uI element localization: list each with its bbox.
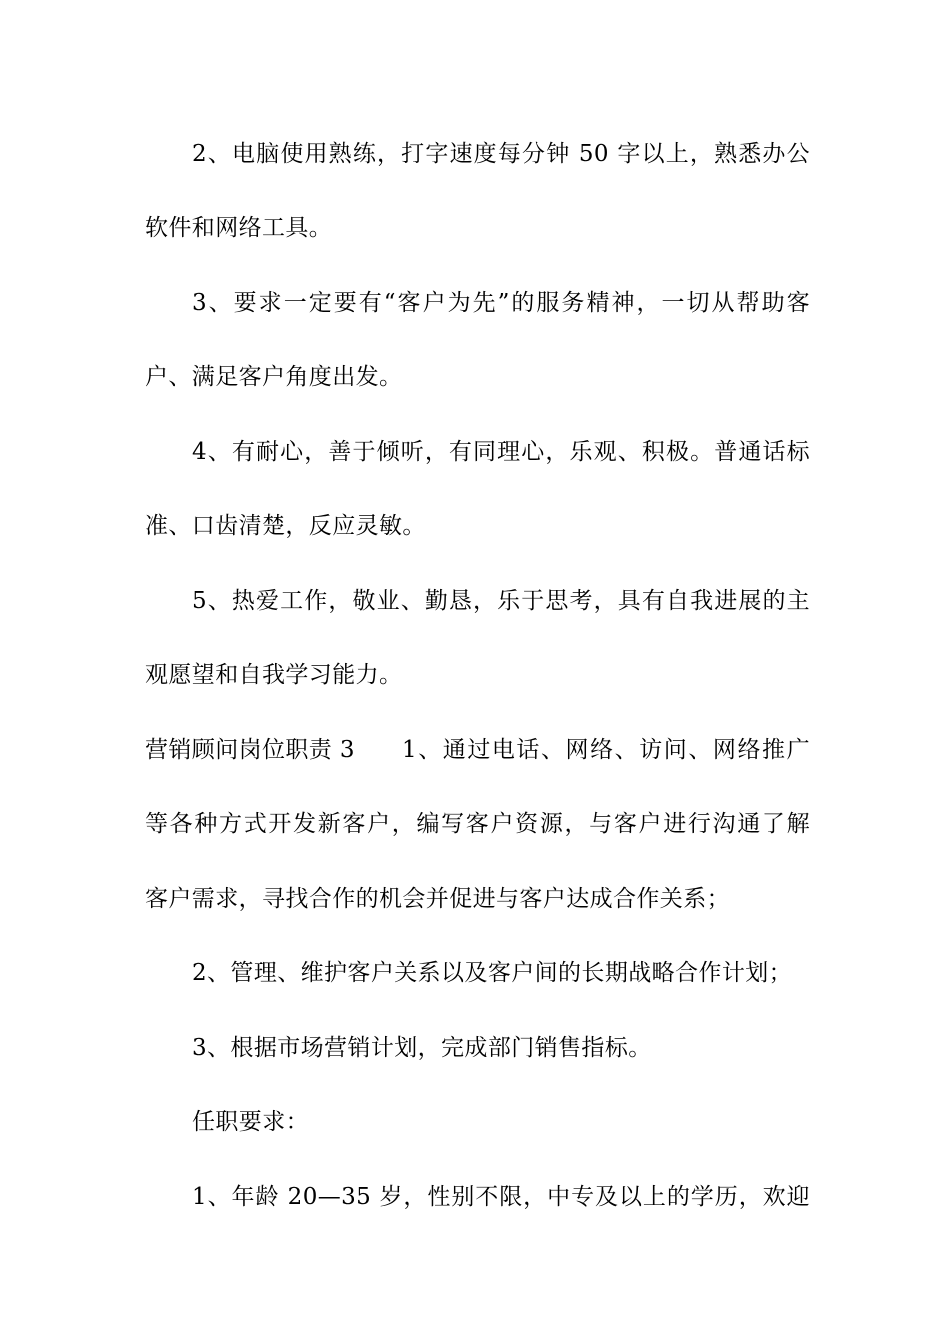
paragraph-line: 观愿望和自我学习能力。 [145, 662, 403, 688]
paragraph-line: 软件和网络工具。 [145, 215, 333, 241]
paragraph-line: 1、年龄 20—35 岁，性别不限，中专及以上的学历，欢迎 [192, 1184, 810, 1210]
paragraph-line: 4、有耐心，善于倾听，有同理心，乐观、积极。普通话标 [192, 439, 810, 465]
paragraph-line: 3、根据市场营销计划，完成部门销售指标。 [192, 1035, 652, 1061]
paragraph-line: 等各种方式开发新客户，编写客户资源，与客户进行沟通了解 [145, 811, 810, 837]
paragraph-line: 1、通过电话、网络、访问、网络推广 [402, 737, 810, 763]
paragraph-line: 客户需求，寻找合作的机会并促进与客户达成合作关系； [145, 886, 730, 912]
paragraph-line: 准、口齿清楚，反应灵敏。 [145, 513, 426, 539]
section-heading-line [145, 735, 810, 765]
paragraph-line: 任职要求： [192, 1109, 309, 1135]
paragraph-line: 户、满足客户角度出发。 [145, 364, 403, 390]
paragraph-line: 5、热爱工作，敬业、勤恳，乐于思考，具有自我进展的主 [192, 588, 810, 614]
paragraph-line: 2、电脑使用熟练，打字速度每分钟 50 字以上，熟悉办公 [192, 141, 810, 167]
paragraph-line: 3、要求一定要有“客户为先”的服务精神，一切从帮助客 [192, 290, 810, 316]
paragraph-line: 2、管理、维护客户关系以及客户间的长期战略合作计划； [192, 960, 793, 986]
section-heading: 营销顾问岗位职责 3 [145, 737, 355, 763]
